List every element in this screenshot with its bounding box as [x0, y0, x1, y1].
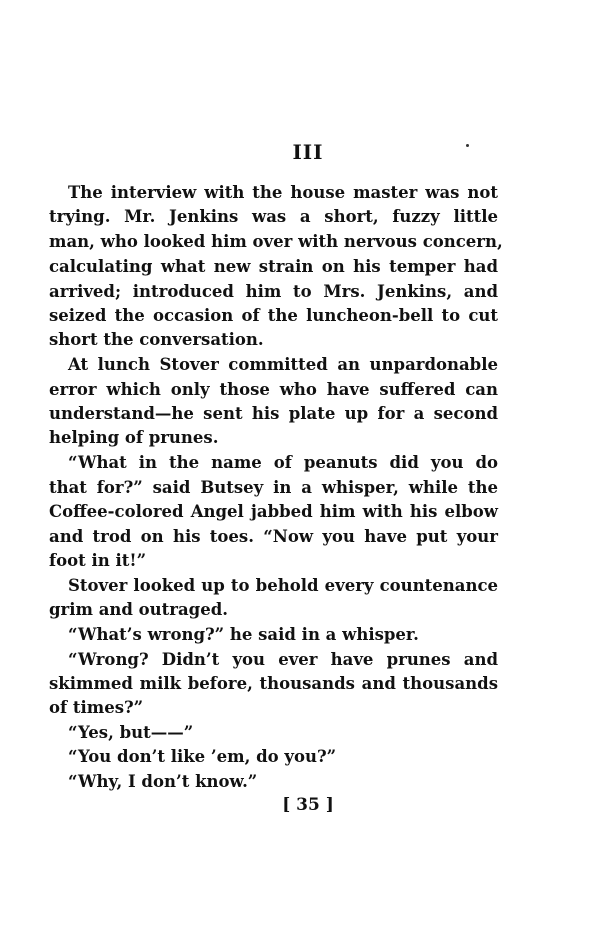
text-line: short the conversation.: [49, 330, 264, 349]
text-line: error which only those who have suffered can: [49, 380, 498, 399]
text-line: “What’s wrong?” he said in a whisper.: [68, 625, 419, 644]
text-line: seized the occasion of the luncheon-bell to cut: [49, 306, 498, 325]
text-line: understand—he sent his plate up for a second: [49, 404, 498, 423]
text-line: Coffee-colored Angel jabbed him with his elbow: [49, 502, 498, 521]
text-line: grim and outraged.: [49, 600, 228, 619]
text-line: “Why, I don’t know.”: [68, 772, 258, 791]
page-number: [ 35 ]: [282, 795, 334, 815]
text-line: “Yes, but——”: [68, 723, 194, 742]
text-line: calculating what new strain on his temper had: [49, 257, 498, 276]
text-line: arrived; introduced him to Mrs. Jenkins, and: [49, 282, 498, 301]
chapter-heading: III: [292, 140, 324, 164]
text-line: The interview with the house master was not: [68, 183, 498, 202]
text-line: skimmed milk before, thousands and thousands: [49, 674, 498, 693]
text-line: Stover looked up to behold every countenance: [68, 576, 498, 595]
text-line: man, who looked him over with nervous concern,: [49, 232, 503, 251]
text-line: “You don’t like ’em, do you?”: [68, 747, 337, 766]
text-line: foot in it!”: [49, 551, 147, 570]
text-line: helping of prunes.: [49, 428, 219, 447]
paper-speck: [466, 144, 469, 147]
text-line: and trod on his toes. “Now you have put your: [49, 527, 498, 546]
text-line: “What in the name of peanuts did you do: [68, 453, 498, 472]
text-line: that for?” said Butsey in a whisper, while the: [49, 478, 498, 497]
text-line: of times?”: [49, 698, 144, 717]
text-line: “Wrong? Didn’t you ever have prunes and: [68, 650, 498, 669]
text-line: trying. Mr. Jenkins was a short, fuzzy little: [49, 207, 498, 226]
text-line: At lunch Stover committed an unpardonable: [68, 355, 498, 374]
